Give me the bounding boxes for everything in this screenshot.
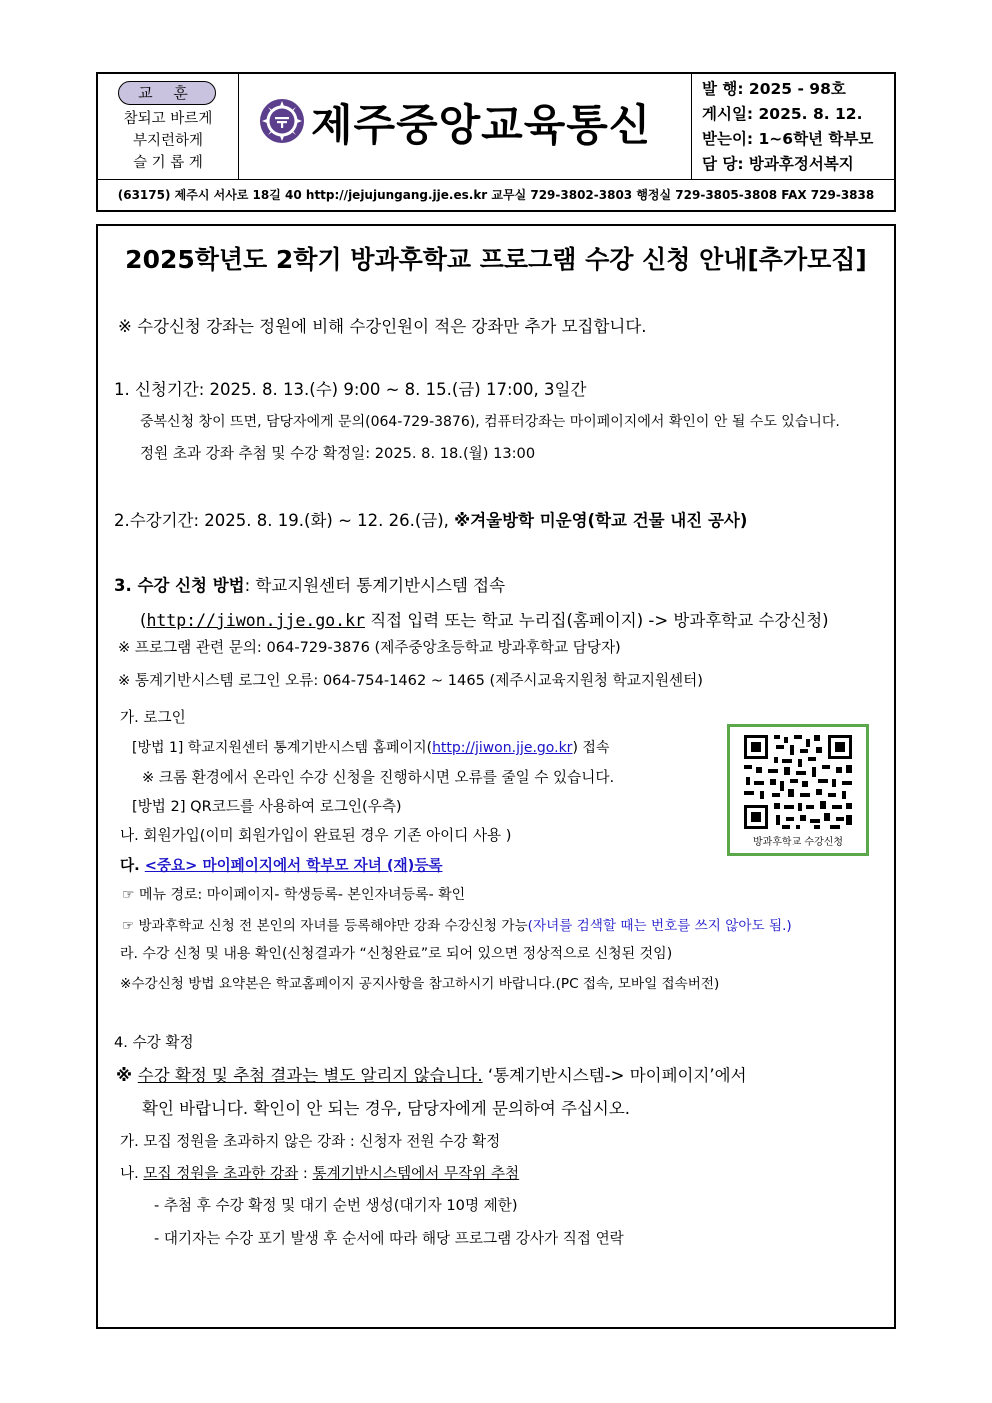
header-top-row bbox=[98, 74, 894, 180]
motto-line: 슬 기 롭 게 bbox=[133, 155, 203, 171]
notice-body bbox=[96, 224, 896, 1329]
section1-heading: 1. 신청기간: 2025. 8. 13.(수) 9:00 ~ 8. 15.(금) 17:00, 3일간 bbox=[114, 380, 587, 399]
paren-open: ( bbox=[140, 611, 147, 630]
section3-title: 3. 수강 신청 방법 bbox=[114, 576, 245, 595]
motto-line: 부지런하게 bbox=[132, 133, 204, 149]
method1-suffix: ) 접속 bbox=[572, 740, 610, 756]
register-search-tip: (자녀를 검색할 때는 번호를 쓰지 않아도 됨.) bbox=[527, 918, 792, 934]
motto-text bbox=[98, 108, 238, 174]
section1-lottery-date: 정원 초과 강좌 추첨 및 수강 확정일: 2025. 8. 18.(월) 13:00 bbox=[140, 445, 536, 462]
section2-winter-note: ※겨울방학 미운영(학교 건물 내진 공사) bbox=[454, 511, 748, 530]
school-motto bbox=[98, 74, 239, 179]
exceeded-course: 모집 정원을 초과한 강좌 bbox=[143, 1165, 299, 1182]
publication-title: 제주중앙교육통신 bbox=[311, 101, 652, 151]
register-requirement-text: ☞ 방과후학교 신청 전 본인의 자녀를 등록해야만 강좌 수강신청 가능 bbox=[122, 918, 528, 934]
intro-note: ※ 수강신청 강좌는 정원에 비해 수강인원이 적은 강좌만 추가 모집합니다. bbox=[118, 317, 647, 336]
no-separate-notice: 수강 확정 및 추첨 결과는 별도 알리지 않습니다. bbox=[137, 1066, 483, 1085]
post-date: 게시일: 2025. 8. 12. bbox=[702, 105, 863, 123]
masthead bbox=[239, 74, 692, 179]
na-separator: : bbox=[298, 1165, 313, 1182]
notice-mark: ※ bbox=[116, 1066, 138, 1085]
issue-number: 발 행: 2025 - 98호 bbox=[702, 80, 846, 98]
section1-duplicate-note: 중복신청 창이 뜨면, 담당자에게 문의(064-729-3876), 컴퓨터강좌는 마이페이지에서 확인이 안 될 수도 있습니다. bbox=[140, 414, 840, 430]
step-ra-confirm: 라. 수강 신청 및 내용 확인(신청결과가 “신청완료”로 되어 있으면 정상적으로 신청된 것임) bbox=[120, 946, 673, 962]
register-requirement bbox=[122, 914, 792, 934]
na-prefix: 나. bbox=[120, 1165, 144, 1182]
school-logo-icon bbox=[259, 98, 305, 144]
jiwon-homepage-link[interactable]: http://jiwon.jje.go.kr bbox=[432, 740, 573, 756]
recipients: 받는이: 1~6학년 학부모 bbox=[702, 130, 874, 148]
step-ga-login: 가. 로그인 bbox=[120, 709, 186, 726]
issue-info bbox=[702, 77, 892, 177]
login-method1 bbox=[132, 737, 609, 757]
random-lottery: 통계기반시스템에서 무작위 추첨 bbox=[312, 1165, 520, 1182]
section3-url-rest: 직접 입력 또는 학교 누리집(홈페이지) -> 방과후학교 수강신청) bbox=[364, 611, 829, 630]
step-na-exceeded bbox=[120, 1162, 519, 1183]
section3-heading bbox=[114, 572, 505, 596]
section2-heading bbox=[114, 507, 747, 531]
newsletter-header bbox=[96, 72, 896, 212]
qr-code-icon bbox=[742, 733, 854, 831]
waitlist-contact-note: - 대기자는 수강 포기 발생 후 순서에 따라 해당 프로그램 강사가 직접 연락 bbox=[154, 1230, 624, 1247]
notice-title: 2025학년도 2학기 방과후학교 프로그램 수강 신청 안내[추가모집] bbox=[125, 245, 867, 274]
qr-caption: 방과후학교 수강신청 bbox=[752, 837, 844, 848]
da-prefix: 다. bbox=[120, 857, 145, 874]
section4-heading: 4. 수강 확정 bbox=[114, 1034, 194, 1051]
lottery-waitlist-note: - 추첨 후 수강 확정 및 대기 순번 생성(대기자 10명 제한) bbox=[154, 1197, 518, 1214]
login-error-note: ※ 통계기반시스템 로그인 오류: 064-754-1462 ~ 1465 (제주시교육지원청 학교지원센터) bbox=[118, 672, 703, 689]
summary-note: ※수강신청 방법 요약본은 학교홈페이지 공지사항을 참고하시기 바랍니다.(PC 접속, 모바일 접속버전) bbox=[120, 976, 720, 992]
section4-notice-line2: 확인 바랍니다. 확인이 안 되는 경우, 담당자에게 문의하여 주십시오. bbox=[142, 1099, 631, 1118]
school-address: (63175) 제주시 서사로 18길 40 http://jejujungang.jje.es.kr 교무실 729-3802-3803 행정실 729-3805-3808 FAX 729-3838 bbox=[117, 188, 875, 202]
motto-label: 교 훈 bbox=[118, 81, 216, 105]
section3-url-line bbox=[140, 607, 829, 631]
chrome-note: ※ 크롬 환경에서 온라인 수강 신청을 진행하시면 오류를 줄일 수 있습니다. bbox=[142, 769, 615, 786]
menu-path: ☞ 메뉴 경로: 마이페이지- 학생등록- 본인자녀등록- 확인 bbox=[122, 887, 466, 903]
step-na-signup: 나. 회원가입(이미 회원가입이 완료된 경우 기존 아이디 사용 ) bbox=[120, 827, 512, 844]
qr-code-card[interactable] bbox=[727, 724, 869, 856]
step-da-register bbox=[120, 854, 443, 875]
jiwon-link[interactable]: http://jiwon.jje.go.kr bbox=[146, 611, 365, 630]
important-register-child: <중요> 마이페이지에서 학부모 자녀 (재)등록 bbox=[144, 857, 443, 874]
section4-notice-line1 bbox=[116, 1062, 747, 1086]
method1-text: [방법 1] 학교지원센터 통계기반시스템 홈페이지( bbox=[132, 740, 433, 756]
check-mypage-text: ‘통계기반시스템-> 마이페이지’에서 bbox=[482, 1066, 747, 1085]
department: 담 당: 방과후정서복지 bbox=[702, 155, 854, 173]
section3-desc: : 학교지원센터 통계기반시스템 접속 bbox=[244, 576, 506, 595]
program-inquiry-note: ※ 프로그램 관련 문의: 064-729-3876 (제주중앙초등학교 방과후학교 담당자) bbox=[118, 639, 621, 656]
section2-period: 2.수강기간: 2025. 8. 19.(화) ~ 12. 26.(금), bbox=[114, 511, 455, 530]
step-ga-not-exceeded: 가. 모집 정원을 초과하지 않은 강좌 : 신청자 전원 수강 확정 bbox=[120, 1133, 501, 1150]
login-method2: [방법 2] QR코드를 사용하여 로그인(우측) bbox=[132, 798, 402, 815]
motto-line: 참되고 바르게 bbox=[123, 111, 213, 127]
